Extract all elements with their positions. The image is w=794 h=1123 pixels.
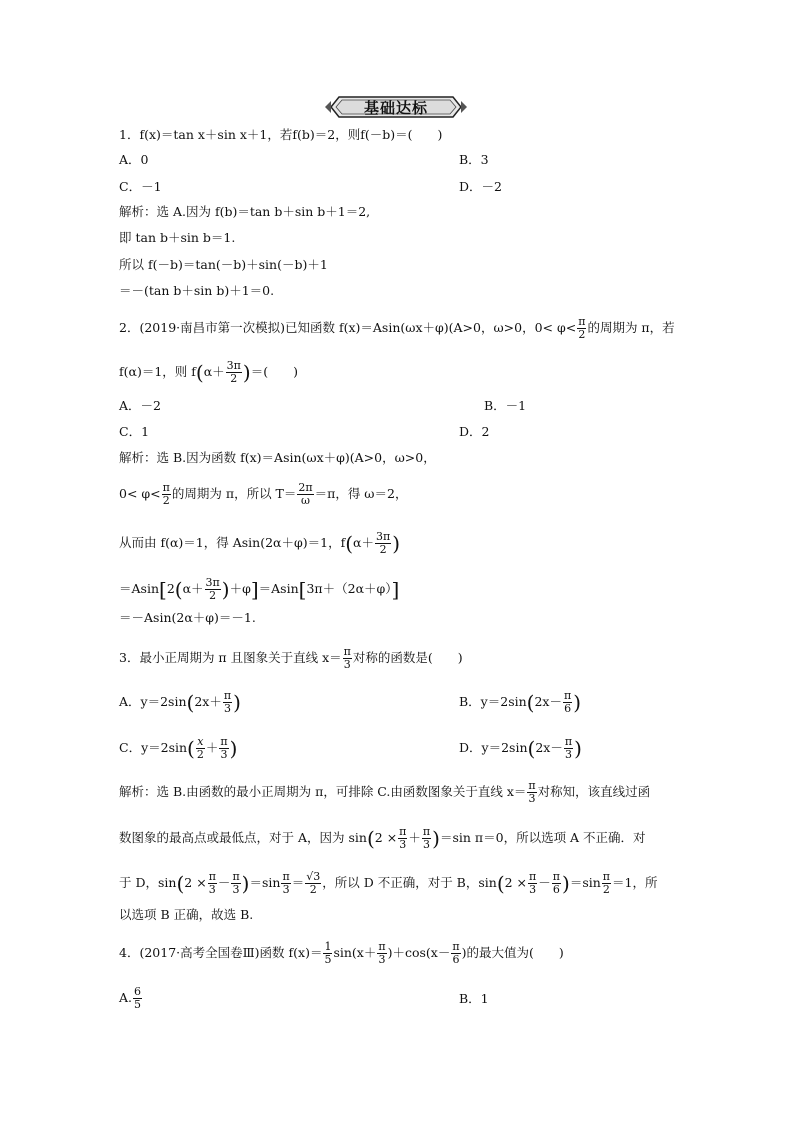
- fraction-2pi-over-omega: $\frac{2\pi}{\omega}$: [298, 481, 313, 507]
- q3-option-d: D．y＝2sin(2x－ $\frac{\pi}{3}$ ): [459, 735, 582, 761]
- fraction-pi-over-3: $\frac{\pi}{3}$: [529, 870, 537, 896]
- q2-solution-line4: ＝Asin[2(α＋ $\frac{3\pi}{2}$ )＋φ]＝Asin[3π＋（2α＋φ）]: [119, 576, 400, 602]
- fraction-pi-over-3: $\frac{\pi}{3}$: [378, 940, 386, 966]
- q2-solution-line3: 从而由 f(α)＝1，得 Asin(2α＋φ)＝1，f(α＋ $\frac{3\pi}{2}$ ): [119, 530, 401, 556]
- fraction-pi-over-6: $\frac{\pi}{6}$: [552, 870, 561, 896]
- q1-option-b: B．3: [459, 152, 489, 167]
- q3-stem: 3．最小正周期为 π 且图象关于直线 x＝ $\frac{\pi}{3}$ 对称的函数是( ): [119, 645, 463, 671]
- fraction-3pi-over-2: $\frac{3\pi}{2}$: [226, 359, 241, 385]
- fraction-pi-over-6: $\frac{\pi}{6}$: [564, 689, 572, 715]
- q2-stem-part1: 2．(2019·南昌市第一次模拟)已知函数 f(x)＝Asin(ωx＋φ)(A>0，ω>0，0< φ<: [119, 320, 577, 335]
- fraction-pi-over-3: $\frac{\pi}{3}$: [564, 735, 573, 761]
- q2-solution-line1: 解析：选 B.因为函数 f(x)＝Asin(ωx＋φ)(A>0，ω>0，: [119, 450, 436, 465]
- q1-solution-line3: 所以 f(－b)＝tan(－b)＋sin(－b)＋1: [119, 257, 328, 272]
- fraction-pi-over-3: $\frac{\pi}{3}$: [343, 645, 351, 671]
- fraction-pi-over-3: $\frac{\pi}{3}$: [220, 735, 228, 761]
- fraction-6-over-5: $\frac{6}{5}$: [134, 985, 142, 1011]
- fraction-pi-over-3: $\frac{\pi}{3}$: [282, 870, 290, 896]
- q3-option-a: A．y＝2sin(2x＋ $\frac{\pi}{3}$ ): [119, 689, 241, 715]
- fraction-pi-over-3: $\frac{\pi}{3}$: [528, 779, 536, 805]
- fraction-pi-over-2: $\frac{\pi}{2}$: [578, 315, 586, 341]
- fraction-pi-over-3: $\frac{\pi}{3}$: [223, 689, 232, 715]
- fraction-pi-over-3: $\frac{\pi}{3}$: [232, 870, 240, 896]
- fraction-pi-over-3: $\frac{\pi}{3}$: [422, 825, 431, 851]
- q2-stem-line2: f(α)＝1，则 f(α＋ $\frac{3\pi}{2}$ )＝( ): [119, 359, 298, 385]
- q1-solution-line1: 解析：选 A.因为 f(b)＝tan b＋sin b＋1＝2,: [119, 204, 371, 219]
- q2-solution-line5: ＝－Asin(2α＋φ)＝－1.: [119, 610, 256, 625]
- q1-solution-line2: 即 tan b＋sin b＝1.: [119, 230, 236, 245]
- q4-stem: 4．(2017·高考全国卷Ⅲ)函数 f(x)＝ $\frac{1}{5}$ sin(x＋ $\frac{\pi}{3}$ )＋cos(x－ $\frac{\pi}{6}$ )的最大值为( ): [119, 940, 564, 966]
- q3-option-c: C．y＝2sin( $\frac{x}{2}$ ＋ $\frac{\pi}{3}$ ): [119, 735, 238, 761]
- q2-option-b: B．－1: [484, 398, 527, 413]
- fraction-pi-over-2: $\frac{\pi}{2}$: [602, 870, 611, 896]
- q2-option-d: D．2: [459, 424, 490, 439]
- q1-option-a: A．0: [119, 152, 149, 167]
- q4-option-b: B．1: [459, 991, 489, 1006]
- q1-stem: 1．f(x)＝tan x＋sin x＋1，若f(b)＝2，则f(－b)＝( ): [119, 127, 443, 142]
- section-banner: [325, 95, 467, 119]
- fraction-pi-over-2: $\frac{\pi}{2}$: [162, 481, 170, 507]
- q4-option-a: A. $\frac{6}{5}$: [119, 985, 142, 1011]
- q3-solution-line2: 数图象的最高点或最低点，对于 A，因为 sin(2 × $\frac{\pi}{3}$ ＋ $\frac{\pi}{3}$ )＝sin π＝0，所以选项 A 不正确．对: [119, 825, 646, 851]
- q2-stem-line1: [119, 316, 675, 341]
- q1-option-c: C．－1: [119, 179, 162, 194]
- fraction-pi-over-3: $\frac{\pi}{3}$: [208, 870, 216, 896]
- q2-stem-part2: 的周期为 π，若: [587, 320, 675, 335]
- fraction-pi-over-6: $\frac{\pi}{6}$: [452, 940, 460, 966]
- q3-solution-line4: 以选项 B 正确，故选 B.: [119, 907, 254, 922]
- q2-solution-line2: 0< φ< $\frac{\pi}{2}$ 的周期为 π，所以 T＝ $\frac{2\pi}{\omega}$ ＝π，得 ω＝2，: [119, 481, 408, 507]
- q2-option-c: C．1: [119, 424, 150, 439]
- banner-title: 基础达标: [363, 99, 428, 117]
- q2-option-a: A．－2: [119, 398, 161, 413]
- q1-solution-line4: ＝－(tan b＋sin b)＋1＝0.: [119, 283, 275, 298]
- fraction-3pi-over-2: $\frac{3\pi}{2}$: [375, 530, 391, 556]
- q1-option-d: D．－2: [459, 179, 502, 194]
- fraction-x-over-2: $\frac{x}{2}$: [196, 735, 204, 761]
- q3-option-b: B．y＝2sin(2x－ $\frac{\pi}{6}$ ): [459, 689, 582, 715]
- fraction-1-over-5: $\frac{1}{5}$: [324, 940, 332, 966]
- fraction-sqrt3-over-2: $\frac{√3}{2}$: [306, 870, 321, 896]
- q3-solution-line3: 于 D，sin(2 × $\frac{\pi}{3}$ － $\frac{\pi}{3}$ )＝sin $\frac{\pi}{3}$ ＝ $\frac{√3}{2}$ ，所以 D 不正确，对于 B，sin(2 × $\frac{\pi}{3}$ － $\frac{\pi}{6}$ )＝sin $\frac{\pi}{2}$ ＝1，所: [119, 870, 658, 896]
- q3-solution-line1: 解析：选 B.由函数的最小正周期为 π，可排除 C.由函数图象关于直线 x＝ $\frac{\pi}{3}$ 对称知，该直线过函: [119, 779, 651, 805]
- fraction-3pi-over-2: $\frac{3\pi}{2}$: [205, 576, 220, 602]
- fraction-pi-over-3: $\frac{\pi}{3}$: [399, 825, 407, 851]
